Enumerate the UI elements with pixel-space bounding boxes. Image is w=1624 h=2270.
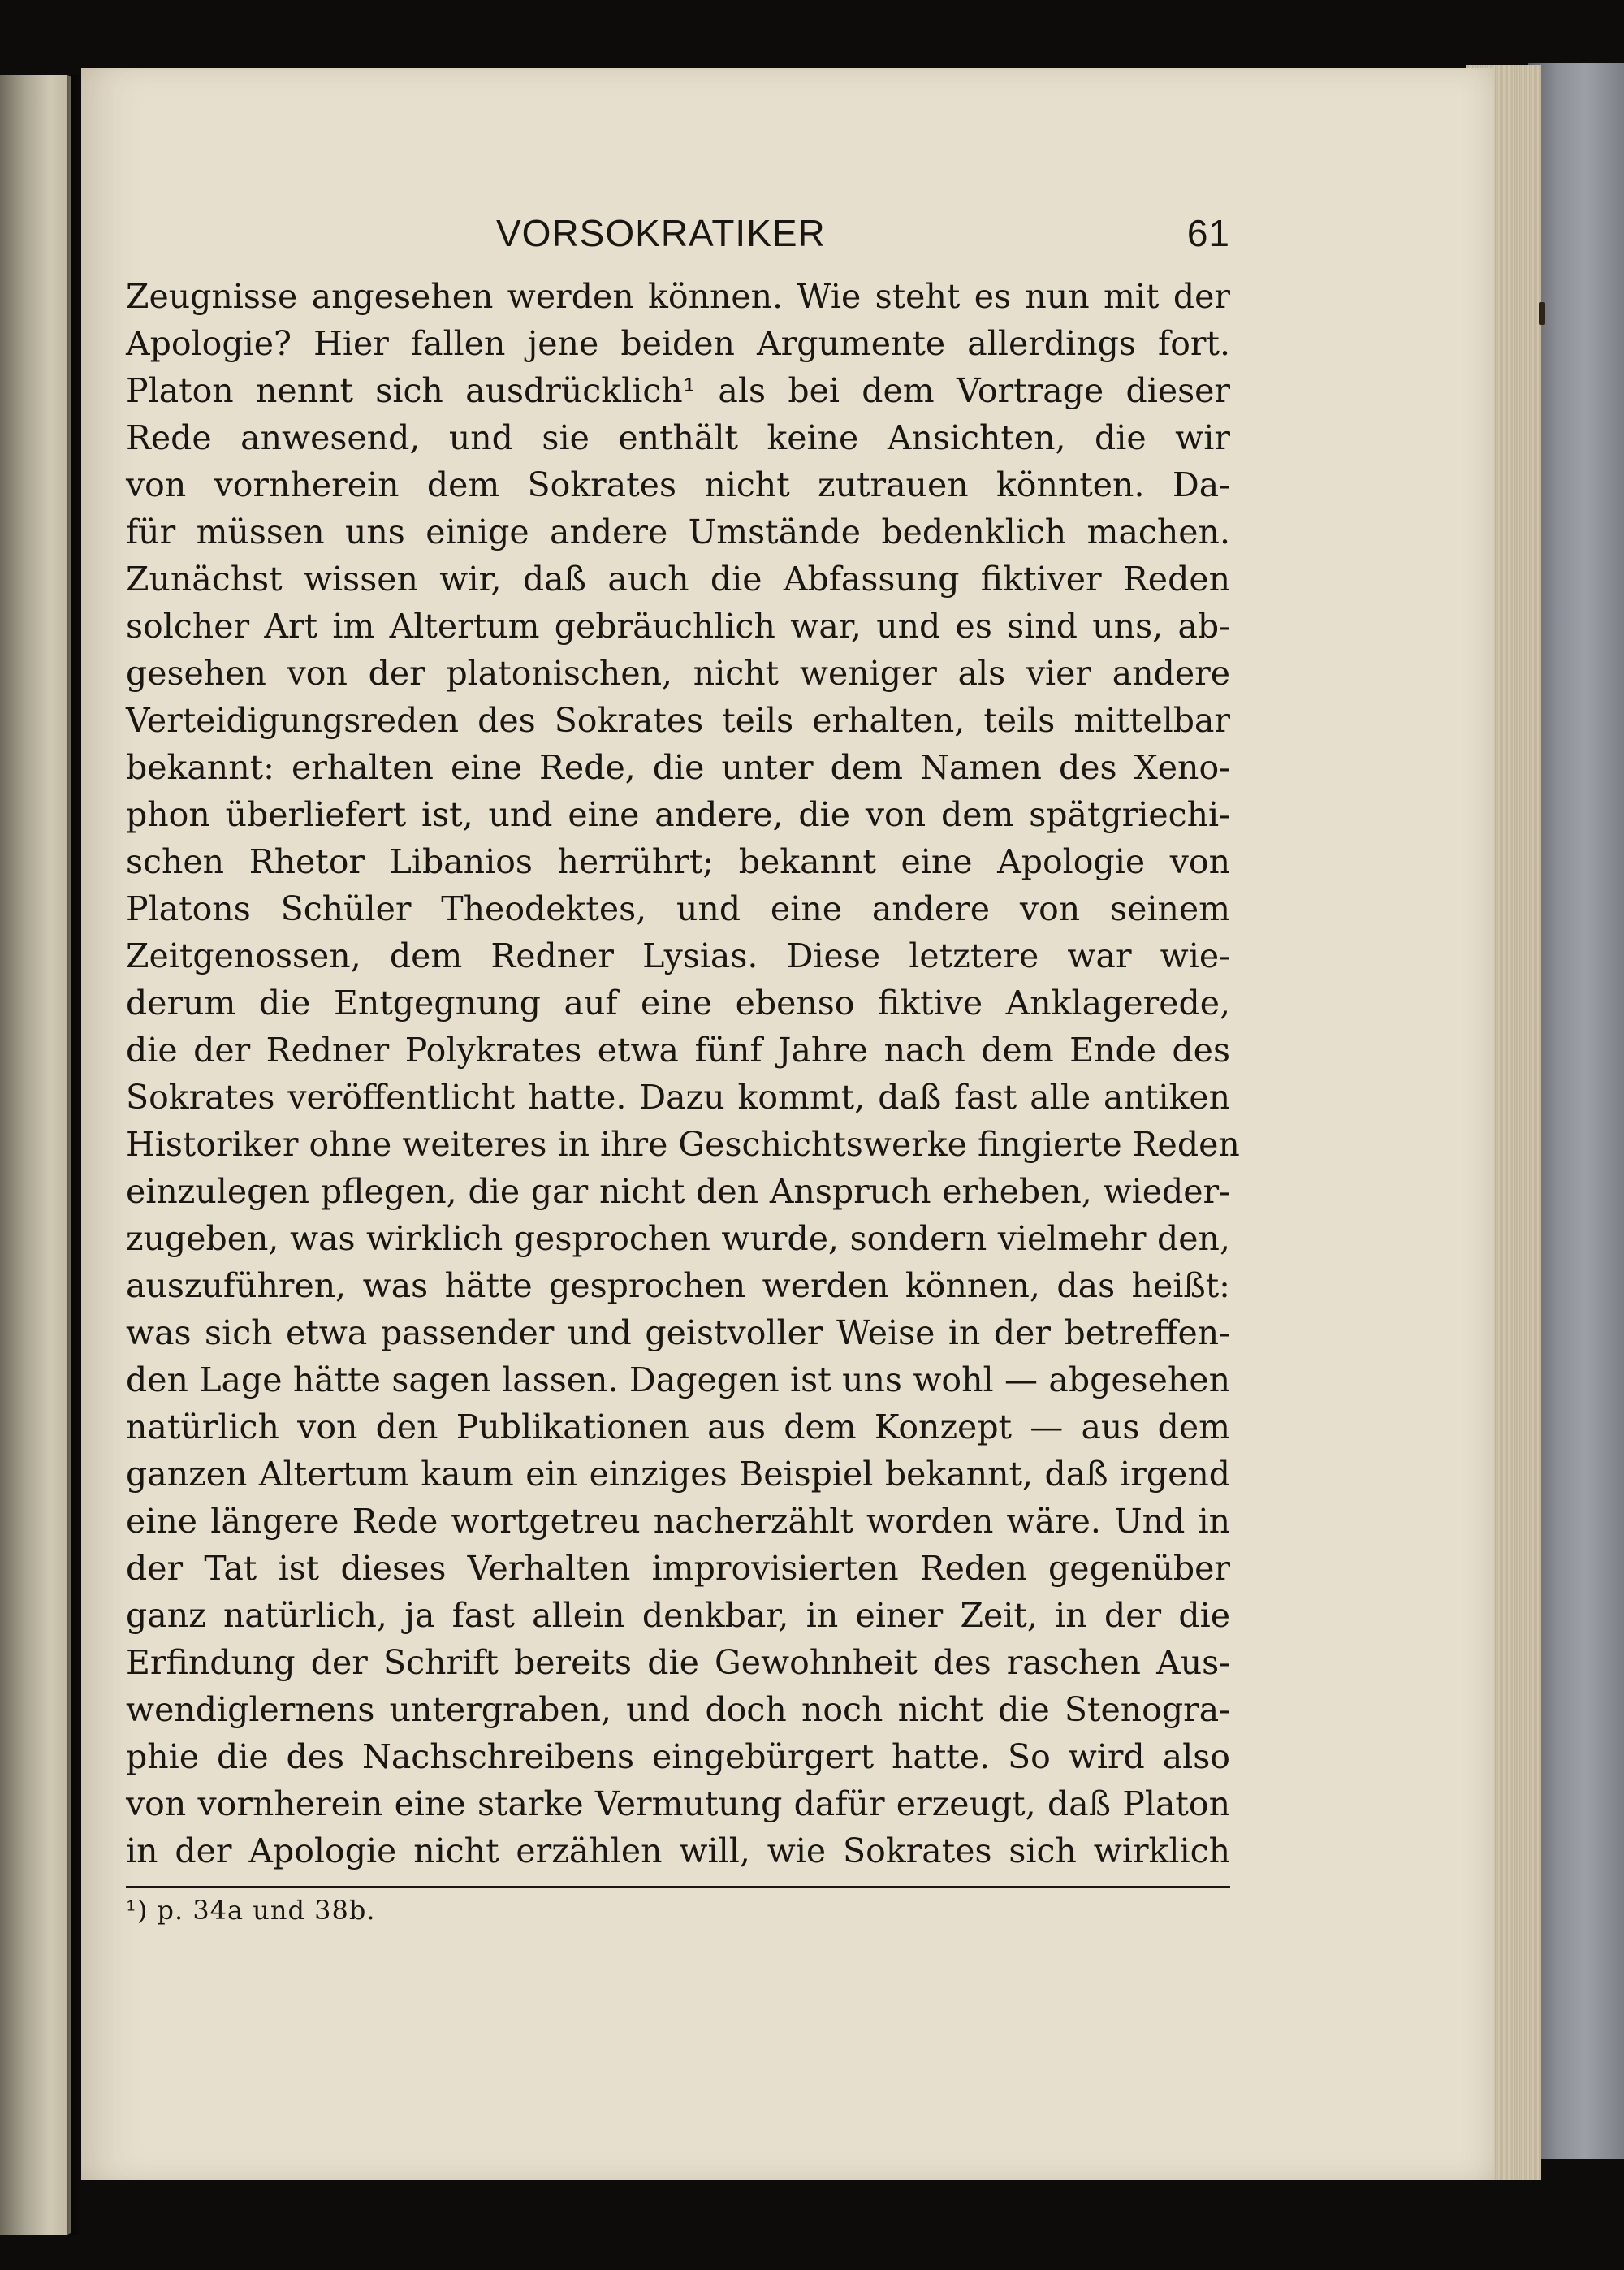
text-line: Platons Schüler Theodektes, und eine andere von seinem: [126, 889, 1230, 928]
text-line: Zunächst wissen wir, daß auch die Abfassung fiktiver Reden: [126, 560, 1230, 599]
text-line: Verteidigungsreden des Sokrates teils erhalten, teils mittelbar: [126, 701, 1230, 740]
previous-page-edge: [0, 75, 71, 2235]
text-line: Zeitgenossen, dem Redner Lysias. Diese letztere war wie-: [126, 936, 1230, 975]
running-head: [126, 195, 1230, 268]
text-line: Historiker ohne weiteres in ihre Geschichtswerke fingierte Reden: [126, 1125, 1240, 1164]
text-line: für müssen uns einige andere Umstände bedenklich machen.: [126, 512, 1230, 551]
text-line: phie die des Nachschreibens eingebürgert hatte. So wird also: [126, 1737, 1230, 1776]
text-line: bekannt: erhalten eine Rede, die unter dem Namen des Xeno-: [126, 748, 1230, 787]
text-line: phon überliefert ist, und eine andere, die von dem spätgriechi-: [126, 795, 1230, 834]
text-line: ganzen Altertum kaum ein einziges Beispiel bekannt, daß irgend: [126, 1455, 1230, 1494]
text-line: Sokrates veröffentlicht hatte. Dazu kommt, daß fast alle antiken: [126, 1078, 1230, 1117]
text-line: eine längere Rede wortgetreu nacherzählt worden wäre. Und in: [126, 1502, 1230, 1541]
text-line: in der Apologie nicht erzählen will, wie Sokrates sich wirklich: [126, 1831, 1230, 1870]
text-line: Erfindung der Schrift bereits die Gewohnheit des raschen Aus-: [126, 1643, 1230, 1682]
running-head-title: VORSOKRATIKER: [496, 212, 826, 254]
bottom-shadow: [81, 2180, 1543, 2270]
page-content: [126, 195, 1240, 1931]
text-line: die der Redner Polykrates etwa fünf Jahre nach dem Ende des: [126, 1031, 1230, 1070]
text-line: natürlich von den Publikationen aus dem Konzept — aus dem: [126, 1407, 1230, 1446]
text-line: ganz natürlich, ja fast allein denkbar, in einer Zeit, in der die: [126, 1596, 1230, 1635]
text-line: schen Rhetor Libanios herrührt; bekannt eine Apologie von: [126, 842, 1230, 881]
page-marker: [1539, 302, 1545, 325]
text-line: wendiglernens untergraben, und doch noch nicht die Stenogra-: [126, 1690, 1230, 1729]
text-line: einzulegen pflegen, die gar nicht den Anspruch erheben, wieder-: [126, 1172, 1230, 1211]
text-line: gesehen von der platonischen, nicht weniger als vier andere: [126, 654, 1230, 693]
page-number: 61: [1186, 212, 1230, 254]
text-line: auszuführen, was hätte gesprochen werden können, das heißt:: [126, 1266, 1230, 1305]
footnote-rule: [126, 1886, 1230, 1888]
text-line: der Tat ist dieses Verhalten improvisierten Reden gegenüber: [126, 1549, 1230, 1588]
text-line: von vornherein eine starke Vermutung dafür erzeugt, daß Platon: [126, 1784, 1230, 1823]
text-line: Platon nennt sich ausdrücklich¹ als bei dem Vortrage dieser: [126, 371, 1230, 410]
text-line: von vornherein dem Sokrates nicht zutrauen könnten. Da-: [126, 465, 1230, 504]
text-line: solcher Art im Altertum gebräuchlich war, und es sind uns, ab-: [126, 607, 1230, 646]
footnote: ¹) p. 34a und 38b.: [126, 1895, 376, 1926]
text-line: Rede anwesend, und sie enthält keine Ansichten, die wir: [126, 418, 1230, 457]
text-line: den Lage hätte sagen lassen. Dagegen ist uns wohl — abgesehen: [126, 1360, 1230, 1399]
text-line: Zeugnisse angesehen werden können. Wie steht es nun mit der: [126, 277, 1230, 316]
text-line: Apologie? Hier fallen jene beiden Argumente allerdings fort.: [126, 324, 1230, 363]
text-line: zugeben, was wirklich gesprochen wurde, sondern vielmehr den,: [126, 1219, 1230, 1258]
book-cover-board: [1528, 63, 1624, 2159]
body-text: [126, 273, 1240, 1874]
text-line: derum die Entgegnung auf eine ebenso fiktive Anklagerede,: [126, 984, 1230, 1023]
text-line: was sich etwa passender und geistvoller Weise in der betreffen-: [126, 1313, 1230, 1352]
